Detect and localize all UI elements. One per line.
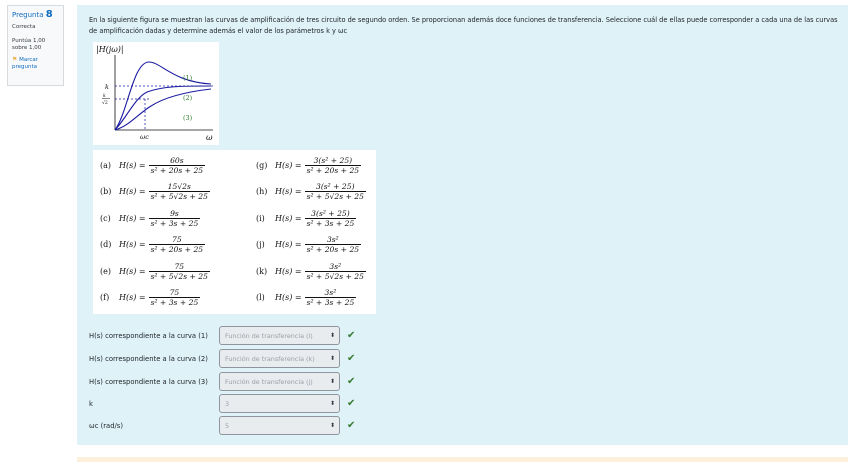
tf-lhs: H(s) = [119, 213, 146, 223]
tf-fraction [149, 182, 210, 201]
transfer-function-item [100, 153, 205, 177]
tf-lhs: H(s) = [275, 240, 302, 249]
tf-fraction [305, 262, 366, 281]
tf-lhs: H(s) = [275, 160, 302, 170]
curve-1-select[interactable]: Función de transferencia (l) ⬍ [219, 326, 340, 345]
tf-fraction [149, 235, 206, 254]
tf-label: (b) [100, 187, 112, 196]
tf-label: (d) [100, 240, 112, 249]
tf-lhs: H(s) = [119, 240, 146, 249]
transfer-function-list [93, 150, 376, 314]
correct-check-icon: ✔ [347, 420, 356, 431]
tf-numerator: 9s [170, 208, 179, 218]
tf-lhs: H(s) = [119, 266, 146, 276]
answer-row-curve-1 [89, 326, 355, 345]
transfer-function-item [256, 206, 356, 230]
question-grade: Puntúa 1,00 sobre 1,00 [12, 38, 46, 51]
wc-tick-label: ωc [140, 133, 149, 141]
tf-fraction [149, 156, 206, 175]
question-text: En la siguiente figura se muestran las curvas de amplificación de tres circuito de segundo orden. Se proporcionan además doce funciones de transferencia. Seleccione cuál de ellas puede corresponder a cada una de las curvas de amplificación dadas y determine además el valor de los parámetros k y ωc [89, 16, 838, 35]
tf-fraction [305, 182, 366, 201]
flag-question-link[interactable]: ⚑ Marcar pregunta [12, 56, 39, 70]
answer-label: H(s) correspondiente a la curva (1) [89, 331, 208, 340]
tf-denominator: s² + 3s + 25 [306, 218, 355, 228]
select-arrow-icon: ⬍ [329, 332, 335, 339]
tf-lhs: H(s) = [275, 187, 302, 196]
answer-label: H(s) correspondiente a la curva (3) [89, 377, 208, 386]
curve-3-select[interactable]: Función de transferencia (j) ⬍ [219, 372, 340, 391]
tf-label: (k) [256, 266, 268, 276]
correct-check-icon: ✔ [347, 376, 356, 387]
tf-numerator: 3(s² + 25) [311, 208, 350, 218]
tf-fraction [305, 156, 362, 175]
wc-select[interactable]: 5 ⬍ [219, 416, 340, 435]
curve-2-label: (2) [183, 94, 193, 102]
amplification-plot [93, 42, 219, 145]
tf-numerator: 3s² [329, 261, 342, 271]
next-question-panel [77, 457, 848, 462]
tf-denominator: s² + 20s + 25 [306, 245, 360, 254]
transfer-function-item [256, 233, 361, 257]
tf-fraction [305, 288, 357, 307]
tf-label: (a) [100, 160, 112, 170]
tf-fraction [305, 209, 357, 228]
select-arrow-icon: ⬍ [329, 422, 335, 429]
answer-label: ωc (rad/s) [89, 421, 123, 430]
question-state: Correcta [12, 24, 36, 30]
k-tick-label: k [105, 83, 109, 91]
answer-row-k [89, 394, 355, 413]
tf-denominator: s² + 5√2s + 25 [150, 271, 208, 281]
tf-label: (i) [256, 213, 265, 223]
correct-check-icon: ✔ [347, 353, 356, 364]
tf-numerator: 15√2s [167, 182, 191, 191]
correct-check-icon: ✔ [347, 398, 356, 409]
tf-lhs: H(s) = [119, 160, 146, 170]
transfer-function-item [100, 286, 200, 310]
tf-lhs: H(s) = [275, 293, 302, 302]
select-arrow-icon: ⬍ [329, 378, 335, 385]
tf-fraction [305, 235, 362, 254]
tf-denominator: s² + 3s + 25 [150, 298, 199, 307]
tf-numerator: 60s [170, 155, 184, 165]
tf-label: (j) [256, 240, 265, 249]
tf-numerator: 3(s² + 25) [315, 182, 355, 191]
answer-row-curve-3 [89, 372, 355, 391]
tf-fraction [149, 209, 201, 228]
flag-icon: ⚑ [12, 56, 18, 63]
tf-numerator: 75 [174, 261, 185, 271]
question-number: Pregunta 8 [12, 9, 53, 20]
tf-denominator: s² + 20s + 25 [150, 165, 204, 175]
correct-check-icon: ✔ [347, 330, 356, 341]
figure-xlabel: ω [206, 133, 213, 142]
k-sqrt2-num: k [103, 94, 106, 99]
tf-lhs: H(s) = [119, 187, 146, 196]
tf-lhs: H(s) = [275, 266, 302, 276]
tf-numerator: 3s² [326, 235, 339, 244]
tf-label: (l) [256, 293, 265, 302]
figure-ylabel: |H(jω)| [96, 45, 124, 54]
curve-1-label: (1) [183, 74, 193, 82]
tf-lhs: H(s) = [275, 213, 302, 223]
curve-2-select[interactable]: Función de transferencia (k) ⬍ [219, 349, 340, 368]
answer-label: H(s) correspondiente a la curva (2) [89, 354, 208, 363]
tf-denominator: s² + 3s + 25 [150, 218, 199, 228]
k-sqrt2-den: √2 [102, 101, 108, 106]
answer-row-curve-2 [89, 349, 355, 368]
curve-3-label: (3) [183, 114, 193, 122]
tf-numerator: 3(s² + 25) [313, 155, 353, 165]
tf-denominator: s² + 20s + 25 [150, 245, 204, 254]
transfer-function-item [100, 206, 200, 230]
tf-fraction [149, 288, 201, 307]
tf-label: (g) [256, 160, 268, 170]
amplification-figure [93, 42, 219, 145]
tf-fraction [149, 262, 210, 281]
tf-denominator: s² + 3s + 25 [306, 298, 355, 307]
tf-label: (c) [100, 213, 111, 223]
tf-numerator: 75 [169, 288, 180, 297]
answer-row-wc [89, 416, 355, 435]
transfer-function-item [256, 286, 356, 310]
tf-numerator: 75 [172, 235, 182, 244]
tf-label: (f) [100, 293, 110, 302]
transfer-function-item [100, 180, 210, 204]
tf-denominator: s² + 5√2s + 25 [306, 192, 364, 201]
question-info-panel [7, 5, 64, 86]
select-arrow-icon: ⬍ [329, 355, 335, 362]
transfer-function-item [256, 259, 366, 283]
curve-1 [115, 62, 211, 130]
tf-lhs: H(s) = [119, 293, 146, 302]
transfer-function-item [256, 180, 366, 204]
question-content [77, 5, 848, 445]
transfer-function-item [256, 153, 361, 177]
transfer-function-item [100, 233, 205, 257]
select-arrow-icon: ⬍ [329, 400, 335, 407]
k-select[interactable]: 3 ⬍ [219, 394, 340, 413]
answer-label: k [89, 399, 93, 408]
transfer-function-item [100, 259, 210, 283]
tf-label: (e) [100, 266, 111, 276]
tf-numerator: 3s² [324, 288, 337, 297]
tf-denominator: s² + 20s + 25 [306, 165, 360, 175]
tf-label: (h) [256, 187, 268, 196]
tf-denominator: s² + 5√2s + 25 [306, 271, 364, 281]
tf-denominator: s² + 5√2s + 25 [150, 192, 208, 201]
